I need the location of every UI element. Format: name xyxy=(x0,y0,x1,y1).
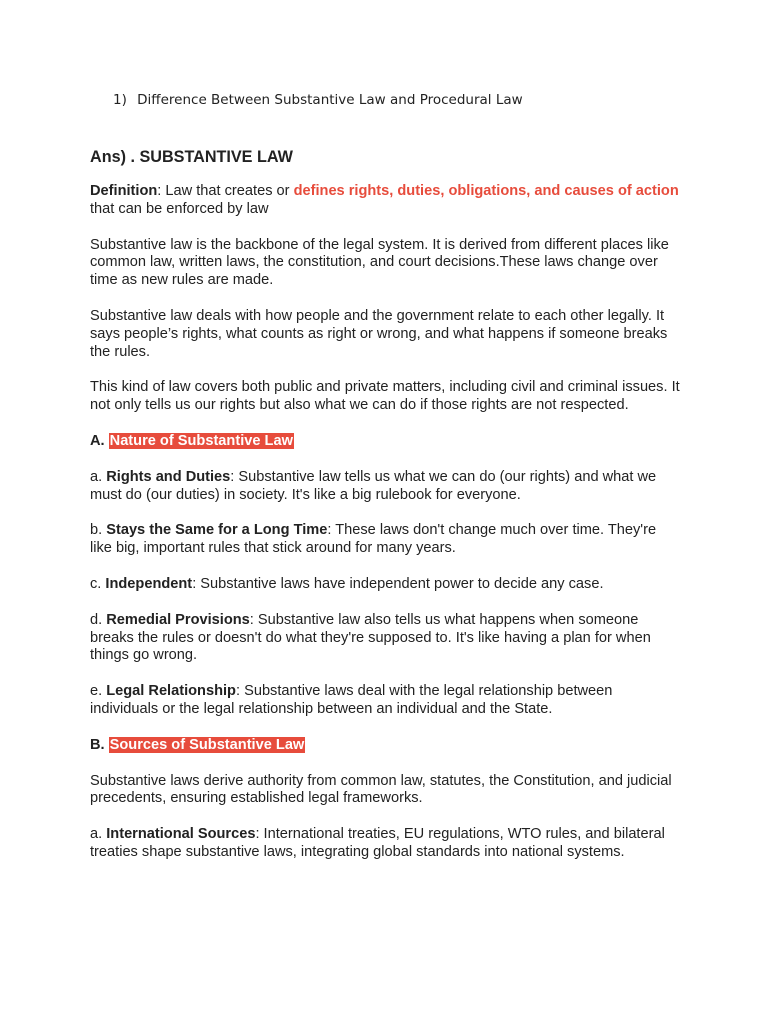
list-item xyxy=(90,612,682,665)
answer-body xyxy=(90,147,682,880)
question-line xyxy=(113,92,523,108)
definition-pre: : Law that creates or xyxy=(157,183,294,199)
list-item xyxy=(90,469,682,505)
item-term: Stays the Same for a Long Time xyxy=(106,522,328,539)
section-a-letter: A. xyxy=(90,432,105,449)
question-number: 1) xyxy=(113,92,127,108)
list-item xyxy=(90,576,682,594)
body-paragraph: Substantive law is the backbone of the legal system. It is derived from different places like common law, written laws, the constitution, and court decisions.These laws change over time as new rules are made. xyxy=(90,236,669,289)
item-term: Rights and Duties xyxy=(106,468,231,485)
body-paragraph: Substantive law deals with how people and the government relate to each other legally. It says people’s rights, what counts as right or wrong, and what happens if someone breaks the rules. xyxy=(90,307,668,360)
section-b-letter: B. xyxy=(90,736,105,753)
item-text: : Substantive law also tells us what happens when someone breaks the rules or doesn't do what they're supposed to. It's like having a plan for when things go wrong. xyxy=(90,611,651,664)
item-term: Legal Relationship xyxy=(106,683,236,700)
section-b-intro: Substantive laws derive authority from common law, statutes, the Constitution, and judicial precedents, ensuring established legal frameworks. xyxy=(90,772,672,807)
definition-post: that can be enforced by law xyxy=(90,200,269,217)
item-prefix: d. xyxy=(90,611,103,628)
list-item xyxy=(90,522,682,558)
item-text: : Substantive laws have independent power to decide any case. xyxy=(192,575,604,592)
item-prefix: b. xyxy=(90,522,103,539)
definition-highlight: defines rights, duties, obligations, and causes of action xyxy=(293,183,679,199)
section-a-heading xyxy=(90,433,682,451)
definition-paragraph xyxy=(90,183,682,219)
question-text: Difference Between Substantive Law and Procedural Law xyxy=(137,92,523,108)
answer-heading: Ans) . SUBSTANTIVE LAW xyxy=(90,148,293,166)
body-paragraph: This kind of law covers both public and private matters, including civil and criminal issues. It not only tells us our rights but also what we can do if those rights are not respected. xyxy=(90,379,680,414)
item-text: : Substantive laws deal with the legal relationship between individuals or the legal relationship between an individual and the State. xyxy=(90,683,613,717)
item-term: Independent xyxy=(105,575,193,592)
section-a-title: Nature of Substantive Law xyxy=(109,432,293,449)
item-text: : These laws don't change much over time. They're like big, important rules that stick around for many years. xyxy=(90,522,657,557)
section-b-heading xyxy=(90,737,682,755)
list-item xyxy=(90,826,682,862)
item-term: Remedial Provisions xyxy=(106,611,250,628)
list-item xyxy=(90,683,682,719)
item-prefix: a. xyxy=(90,468,103,485)
item-text: : International treaties, EU regulations, WTO rules, and bilateral treaties shape substantive laws, integrating global standards into national systems. xyxy=(90,826,665,860)
item-prefix: a. xyxy=(90,826,103,843)
definition-label: Definition xyxy=(90,183,158,199)
section-b-title: Sources of Substantive Law xyxy=(109,736,305,753)
item-prefix: c. xyxy=(90,575,102,592)
item-term: International Sources xyxy=(106,826,256,843)
item-prefix: e. xyxy=(90,683,103,700)
item-text: : Substantive law tells us what we can do (our rights) and what we must do (our duties) in society. It's like a big rulebook for everyone. xyxy=(90,468,657,503)
